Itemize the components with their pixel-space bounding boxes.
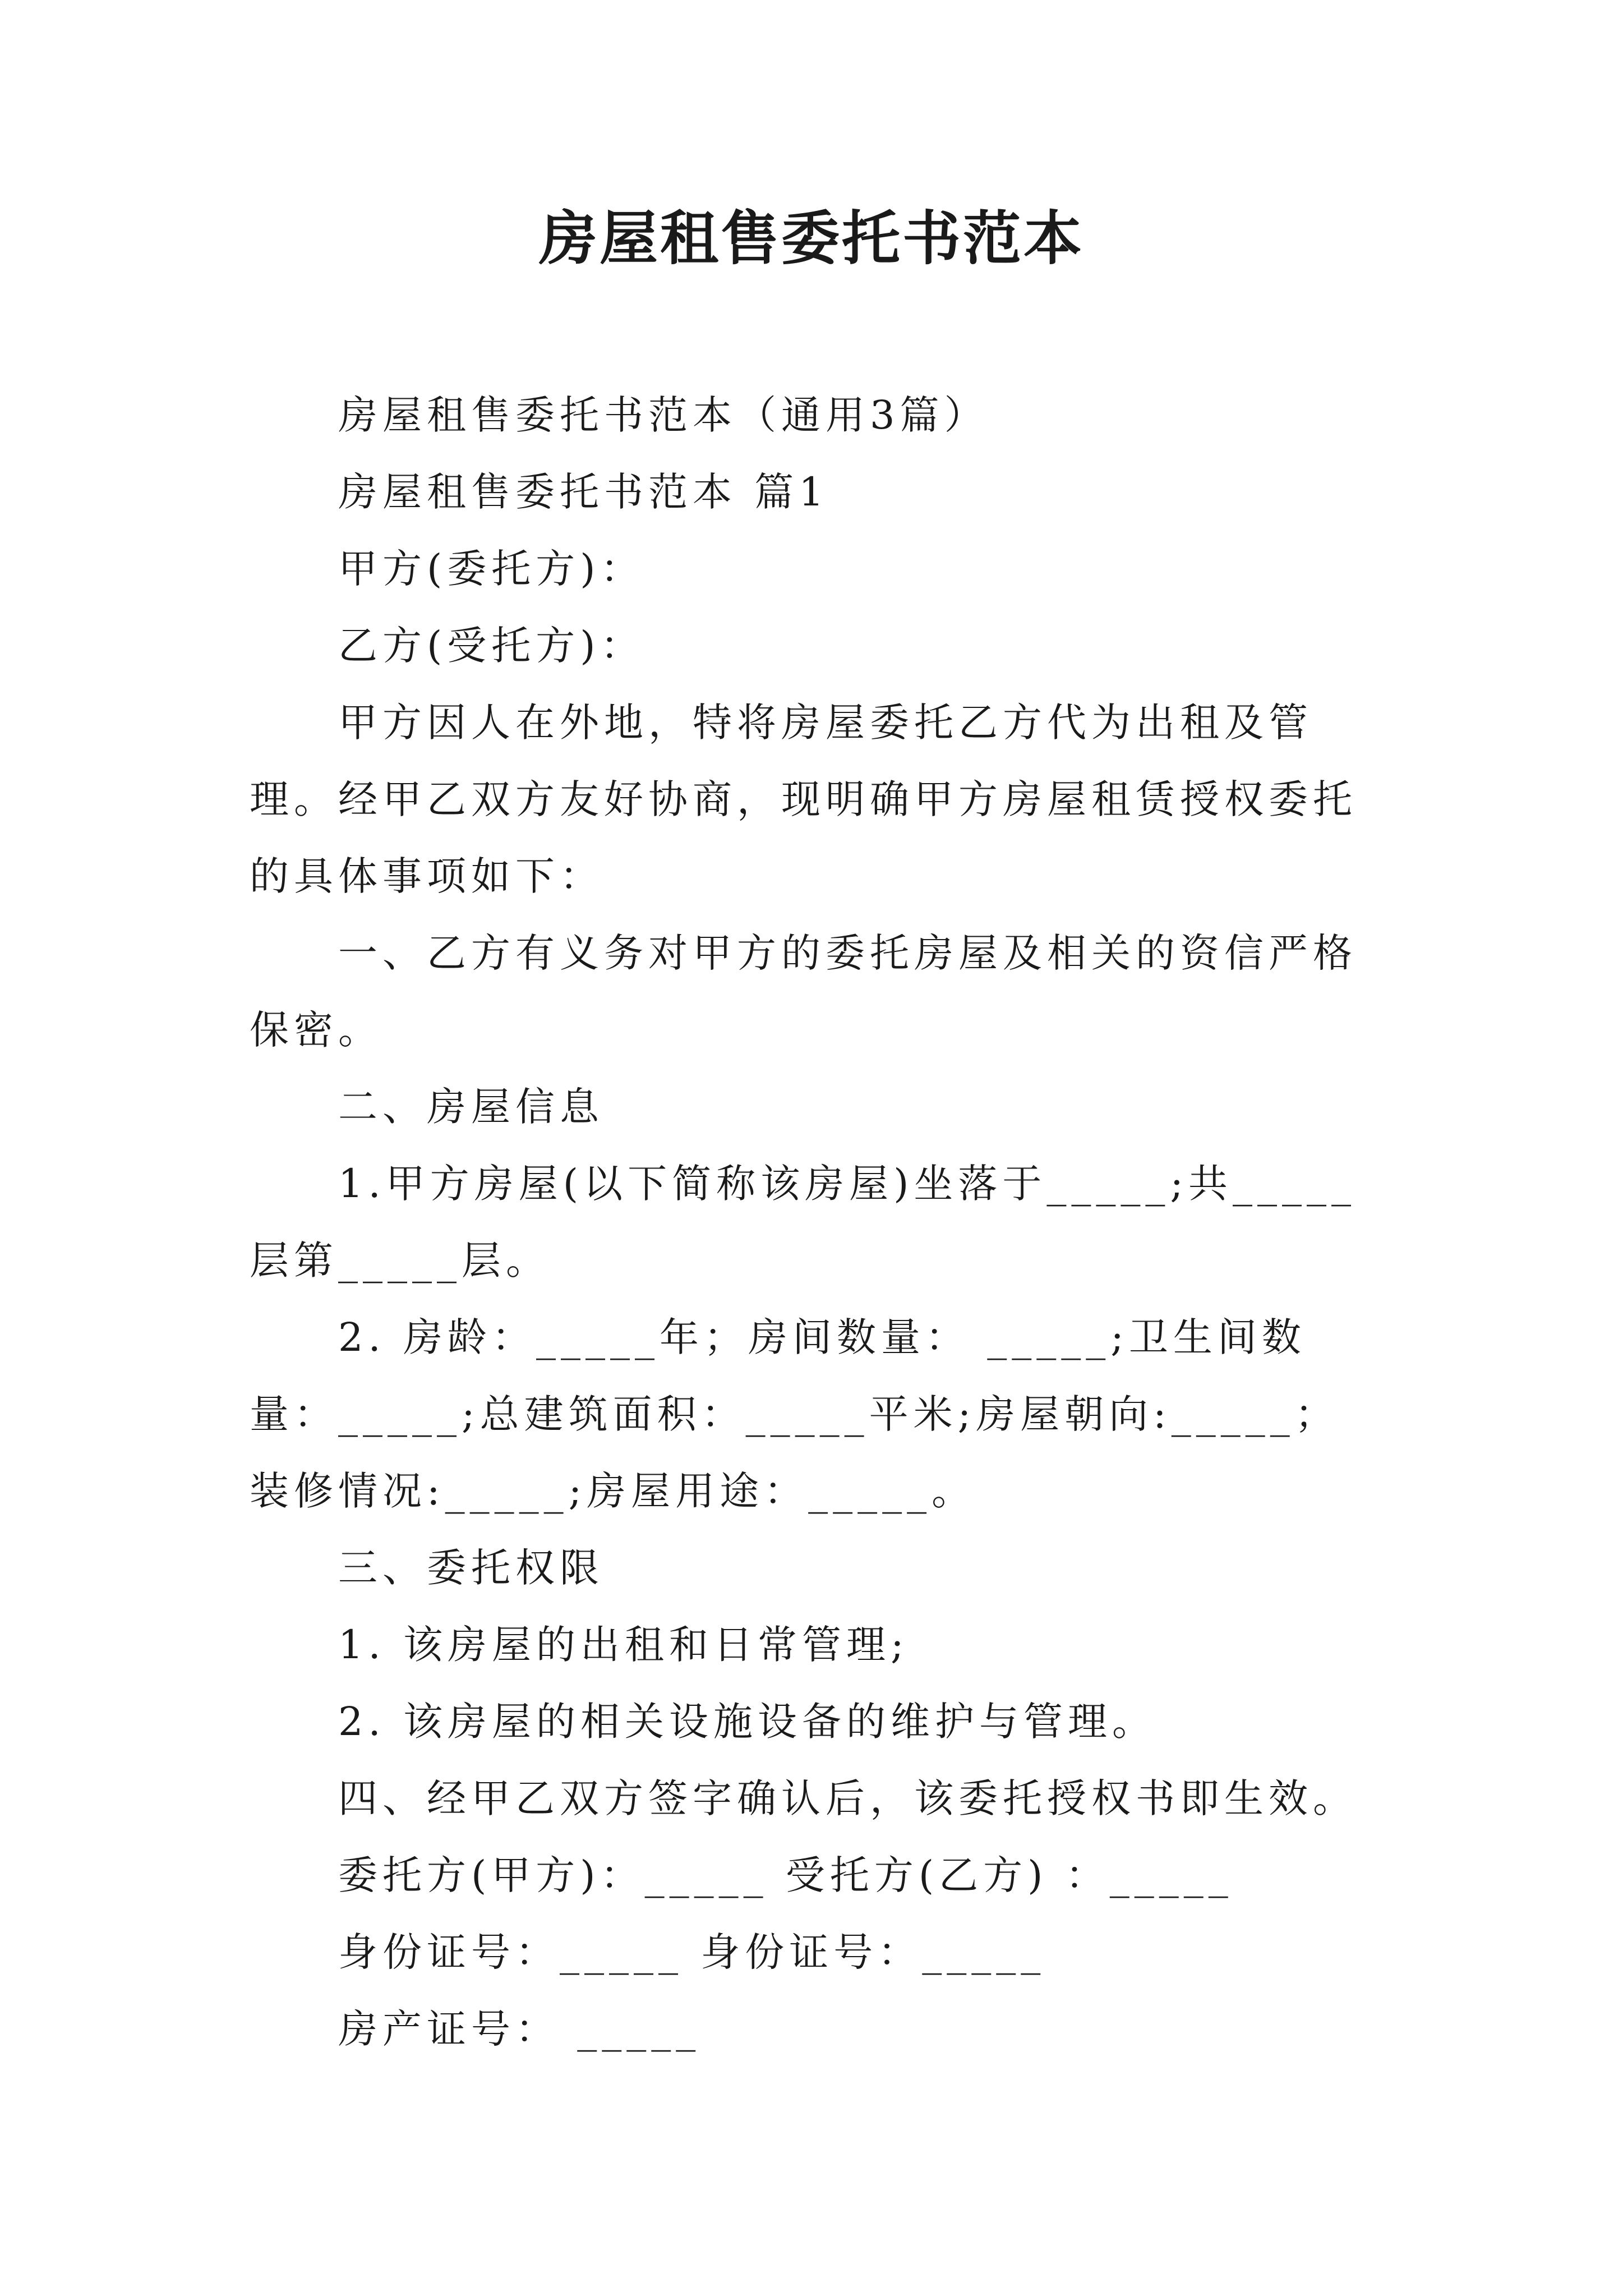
paragraph-house-location: 1.甲方房屋(以下简称该房屋)坐落于_____;共_____层第_____层。 [250,1161,1356,1283]
paragraph-authority-1: 1. 该房屋的出租和日常管理; [338,1622,909,1668]
paragraph-party-b: 乙方(受托方)： [338,623,645,669]
paragraph-section-heading: 房屋租售委托书范本 篇1 [338,469,829,515]
paragraph-clause-4: 四、经甲乙双方签字确认后，该委托授权书即生效。 [338,1775,1357,1821]
paragraph-subtitle: 房屋租售委托书范本（通用3篇） [338,392,989,438]
paragraph-house-details: 2. 房龄：_____年；房间数量： _____;卫生间数量：_____;总建筑面积：_____平米;房屋朝向:_____； 装修情况:_____;房屋用途：_____。 [250,1314,1339,1514]
paragraph-clause-2-heading: 二、房屋信息 [338,1084,604,1130]
paragraph-intro: 甲方因人在外地，特将房屋委托乙方代为出租及管理。经甲乙双方友好协商，现明确甲方房屋租赁授权委托的具体事项如下： [250,700,1357,899]
paragraph-id-numbers: 身份证号：_____ 身份证号：_____ [338,1929,1046,1975]
paragraph-party-a: 甲方(委托方)： [338,546,645,592]
paragraph-authority-2: 2. 该房屋的相关设施设备的维护与管理。 [338,1699,1157,1745]
paragraph-clause-1: 一、乙方有义务对甲方的委托房屋及相关的资信严格保密。 [250,930,1357,1053]
document-body [250,377,1388,2068]
paragraph-property-cert: 房产证号： _____ [338,2006,701,2052]
paragraph-clause-3-heading: 三、委托权限 [338,1545,604,1591]
paragraph-signatures: 委托方(甲方)：_____ 受托方(乙方) ：_____ [338,1852,1233,1898]
document-title: 房屋租售委托书范本 [538,204,1084,273]
